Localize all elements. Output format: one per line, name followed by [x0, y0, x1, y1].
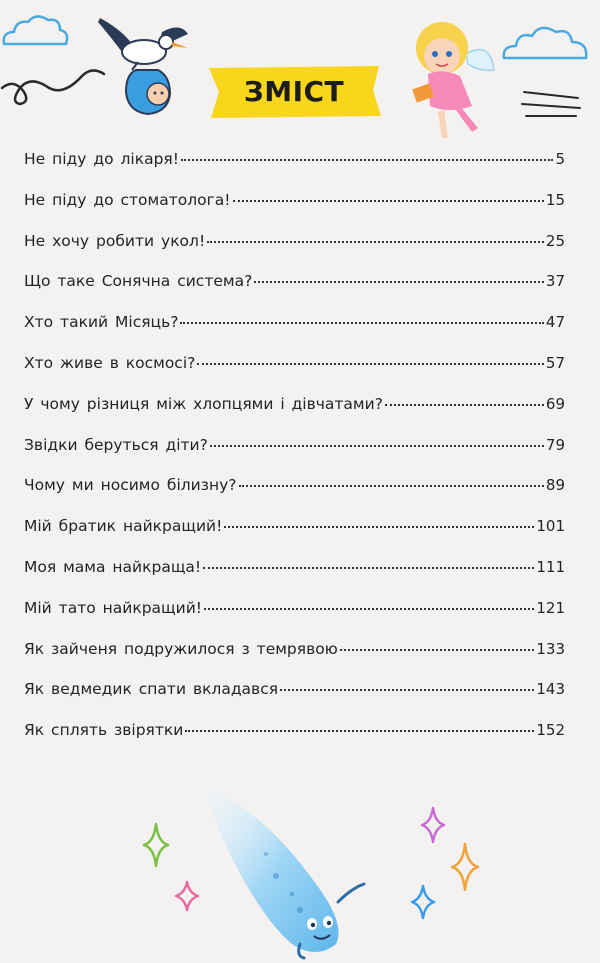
stork-with-baby-icon	[92, 12, 192, 124]
sparkle-icon	[410, 884, 436, 920]
toc-entry-title: У чому різниця між хлопцями і дівчатами?	[24, 394, 383, 413]
toc-dot-leader	[197, 363, 544, 365]
toc-entry[interactable]	[24, 232, 565, 273]
toc-entry-title: Не піду до лікаря!	[24, 150, 179, 168]
toc-entry-page: 57	[545, 353, 565, 372]
speed-lines-icon	[520, 84, 584, 122]
toc-entry[interactable]	[24, 721, 565, 762]
sparkle-icon	[142, 822, 170, 868]
toc-entry[interactable]	[24, 395, 565, 436]
toc-entry-title: Хто такий Місяць?	[24, 313, 179, 332]
toc-entry-page: 25	[545, 231, 565, 250]
toc-dot-leader	[385, 404, 544, 406]
comet-character-icon	[196, 784, 386, 960]
toc-entry[interactable]	[24, 640, 565, 681]
fairy-icon	[400, 10, 512, 142]
toc-entry-page: 133	[536, 639, 565, 658]
toc-entry[interactable]	[24, 150, 565, 191]
sparkle-icon	[450, 842, 480, 892]
toc-dot-leader	[233, 200, 544, 202]
toc-entry[interactable]	[24, 558, 565, 599]
cloud-icon	[0, 10, 72, 50]
toc-entry-title: Чому ми носимо білизну?	[24, 476, 237, 495]
toc-entry[interactable]	[24, 680, 565, 721]
toc-entry-page: 79	[545, 435, 565, 454]
toc-dot-leader	[185, 730, 534, 732]
toc-dot-leader	[203, 567, 534, 569]
toc-entry-page: 37	[545, 272, 565, 291]
toc-dot-leader	[181, 159, 554, 161]
toc-entry-title: Звідки беруться діти?	[24, 435, 208, 454]
table-of-contents	[24, 150, 565, 762]
toc-entry[interactable]	[24, 313, 565, 354]
toc-entry-page: 5	[555, 150, 565, 168]
toc-entry-title: Як зайченя подружилося з темрявою	[24, 639, 338, 658]
toc-entry-page: 47	[545, 313, 565, 332]
toc-entry-title: Не хочу робити укол!	[24, 231, 206, 250]
sparkle-icon	[420, 806, 446, 844]
toc-dot-leader	[280, 689, 534, 691]
toc-entry[interactable]	[24, 476, 565, 517]
page-title: ЗМІСТ	[243, 74, 345, 108]
toc-entry-page: 143	[536, 680, 565, 699]
toc-entry[interactable]	[24, 191, 565, 232]
toc-entry-title: Мій тато найкращий!	[24, 598, 203, 617]
toc-entry[interactable]	[24, 599, 565, 640]
toc-entry-title: Як ведмедик спати вкладався	[24, 680, 279, 699]
toc-entry[interactable]	[24, 517, 565, 558]
toc-entry[interactable]	[24, 436, 565, 477]
toc-entry[interactable]	[24, 354, 565, 395]
toc-entry-page: 69	[545, 394, 565, 413]
toc-dot-leader	[224, 526, 534, 528]
toc-entry-page: 121	[536, 598, 565, 617]
toc-entry-page: 111	[536, 557, 565, 576]
toc-entry-page: 15	[545, 190, 565, 209]
toc-dot-leader	[254, 281, 544, 283]
toc-entry[interactable]	[24, 272, 565, 313]
toc-entry-title: Хто живе в космосі?	[24, 353, 196, 372]
toc-entry-page: 89	[545, 476, 565, 495]
toc-entry-title: Як сплять звірятки	[24, 721, 184, 740]
toc-entry-title: Моя мама найкраща!	[24, 557, 202, 576]
toc-entry-title: Що таке Сонячна система?	[24, 272, 253, 291]
toc-entry-page: 152	[536, 721, 565, 740]
toc-dot-leader	[204, 608, 534, 610]
toc-entry-title: Не піду до стоматолога!	[24, 190, 231, 209]
toc-dot-leader	[340, 649, 535, 651]
toc-dot-leader	[207, 241, 544, 243]
title-banner	[205, 62, 383, 120]
toc-entry-title: Мій братик найкращий!	[24, 517, 223, 536]
toc-entry-page: 101	[536, 517, 565, 536]
toc-dot-leader	[239, 485, 544, 487]
cloud-icon	[500, 20, 592, 64]
toc-dot-leader	[180, 322, 543, 324]
toc-dot-leader	[210, 445, 544, 447]
